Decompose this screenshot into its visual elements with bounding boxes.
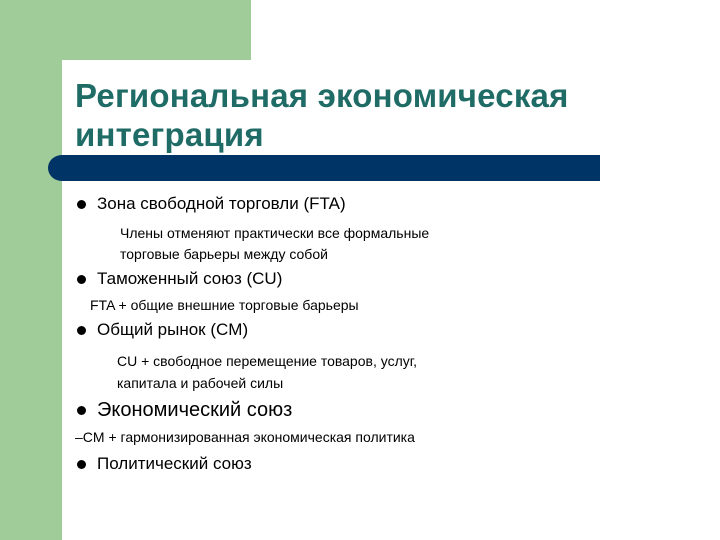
list-item-heading: Таможенный союз (CU) (97, 269, 283, 288)
title-divider (48, 155, 600, 181)
list-item-heading: Политический союз (97, 454, 252, 473)
slide-title (75, 76, 675, 154)
top-accent-band (0, 0, 251, 60)
list-item-detail: капитала и рабочей силы (117, 375, 284, 391)
divider-bar (62, 155, 600, 181)
list-item-heading: Зона свободной торговли (FTA) (97, 194, 346, 213)
list-item-detail: Члены отменяют практически все формальные (120, 225, 430, 241)
title-line-1: Региональная экономическая (75, 77, 569, 114)
list-item-detail: –CM + гармонизированная экономическая политика (75, 429, 415, 445)
list-item-detail: CU + свободное перемещение товаров, услуг, (117, 353, 418, 369)
list-item-detail: FTA + общие внешние торговые барьеры (90, 297, 359, 313)
bullet-icon (77, 406, 86, 415)
bullet-icon (77, 326, 86, 335)
bullet-icon (77, 460, 86, 469)
left-accent-band (0, 0, 62, 540)
title-line-2: интеграция (75, 116, 264, 153)
list-item-heading: Экономический союз (97, 399, 293, 421)
bullet-icon (77, 200, 86, 209)
list-item-detail: торговые барьеры между собой (120, 246, 328, 262)
list-item-heading: Общий рынок (CM) (97, 320, 249, 339)
bullet-icon (77, 275, 86, 284)
